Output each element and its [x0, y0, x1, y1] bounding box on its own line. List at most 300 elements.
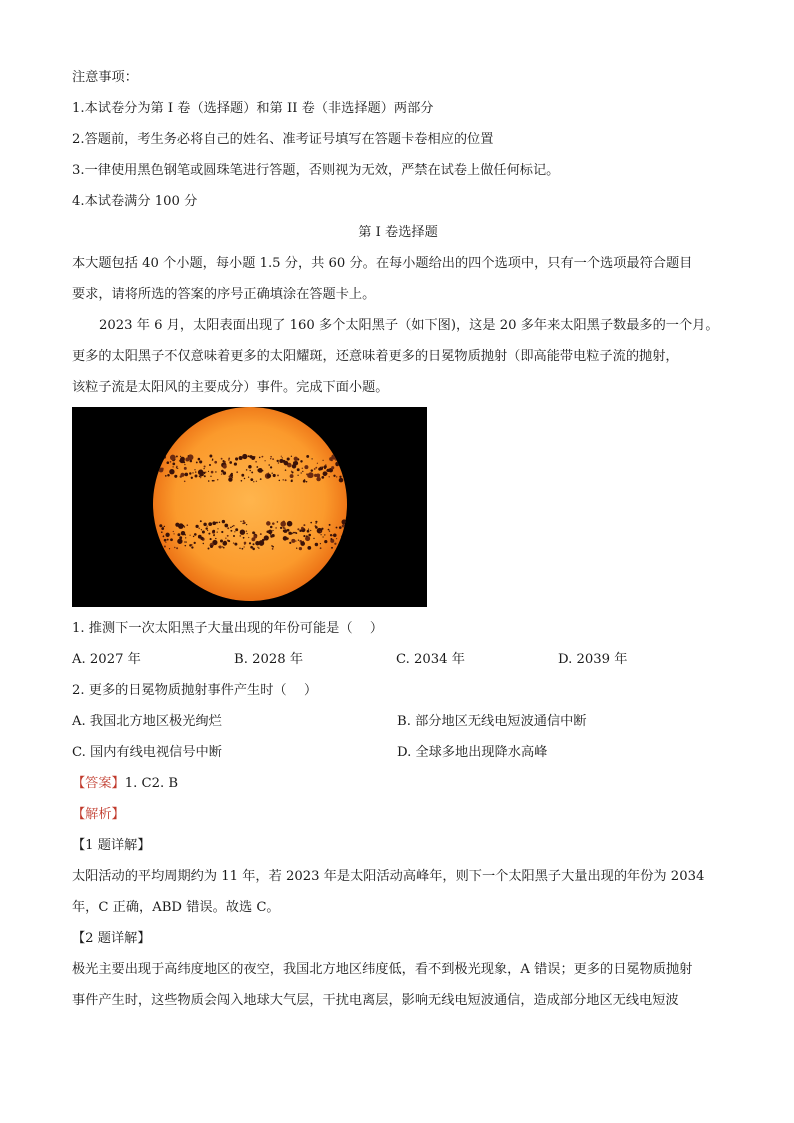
sunspot: [319, 469, 321, 471]
sunspot: [224, 524, 228, 528]
sunspot: [235, 528, 238, 531]
sunspot: [185, 473, 189, 477]
sunspot: [164, 539, 167, 542]
sunspot: [217, 479, 218, 480]
sunspot: [336, 476, 337, 477]
sunspot: [232, 526, 233, 527]
sunspot: [207, 526, 208, 527]
sunspot: [225, 538, 226, 539]
sunspot: [223, 464, 227, 468]
sunspot: [249, 542, 251, 544]
sunspot: [300, 460, 302, 462]
q1-options: [72, 644, 724, 675]
sunspot: [300, 541, 305, 546]
sunspot: [239, 548, 240, 549]
sunspot: [252, 548, 255, 551]
sunspot: [284, 461, 289, 466]
sunspot: [200, 520, 202, 522]
sunspot: [264, 460, 265, 461]
sunspot: [208, 471, 209, 472]
sunspot: [273, 474, 276, 477]
sunspot: [221, 531, 223, 533]
sunspot: [250, 478, 253, 481]
sunspot: [241, 480, 243, 482]
sunspot: [185, 537, 186, 538]
sunspot: [272, 530, 273, 531]
sunspot: [212, 530, 215, 533]
sunspot: [331, 547, 333, 549]
sunspot: [196, 461, 198, 463]
sunspot: [246, 530, 247, 531]
sunspot: [250, 470, 251, 471]
sunspot: [220, 539, 223, 542]
sunspot: [173, 531, 174, 532]
sunspot: [287, 529, 290, 532]
sunspot: [209, 455, 212, 458]
sunspot: [222, 460, 224, 462]
sunspot: [308, 534, 311, 537]
sunspot: [198, 535, 202, 539]
sunspot: [192, 472, 193, 473]
detail1-line-2: 年，C 正确，ABD 错误。故选 C。: [72, 900, 280, 915]
sunspot: [289, 542, 291, 544]
sunspot: [178, 523, 184, 529]
exam-page: [72, 62, 724, 1016]
sunspot: [215, 538, 216, 539]
sunspot: [280, 527, 282, 529]
sunspot: [307, 546, 311, 550]
sunspot: [320, 543, 321, 544]
sunspot: [202, 531, 205, 534]
sunspot: [306, 481, 307, 482]
sunspot: [190, 460, 193, 463]
sun-disk: [153, 407, 347, 601]
q1-option-c[interactable]: C. 2034 年: [396, 652, 465, 667]
sunspot: [177, 533, 180, 536]
sunspot: [161, 468, 163, 470]
sunspot: [191, 477, 193, 479]
sunspot: [169, 469, 174, 474]
sunspot: [172, 466, 173, 467]
sunspot: [308, 474, 309, 475]
sunspot: [297, 528, 299, 530]
sunspot: [315, 543, 318, 546]
sunspot: [219, 522, 221, 524]
sunspot: [203, 543, 204, 544]
sunspot: [179, 536, 182, 539]
sunspot: [252, 531, 255, 534]
sunspot: [170, 461, 172, 463]
sunspot: [321, 476, 324, 479]
q1-option-d[interactable]: D. 2039 年: [558, 652, 628, 667]
sunspot: [325, 464, 327, 466]
sunspot: [316, 523, 317, 524]
sunspot: [248, 455, 250, 457]
sunspot: [310, 530, 311, 531]
sunspot: [260, 478, 262, 480]
sunspot: [185, 545, 187, 547]
sunspot: [195, 475, 198, 478]
sunspot: [230, 530, 232, 532]
sunspot: [283, 527, 285, 529]
sunspot: [315, 526, 318, 529]
detail2-label: 【2 题详解】: [72, 931, 151, 946]
sunspot: [320, 534, 321, 535]
sunspot: [236, 471, 238, 473]
sunspot: [233, 542, 234, 543]
sunspot: [184, 467, 187, 470]
sunspot: [228, 459, 230, 461]
q2-option-c[interactable]: C. 国内有线电视信号中断: [72, 745, 222, 760]
sunspot: [250, 546, 253, 549]
answer-label: 【答案】: [72, 776, 125, 791]
sunspot: [271, 545, 273, 547]
sunspot: [228, 540, 230, 542]
sunspot: [257, 547, 258, 548]
sunspot: [281, 456, 282, 457]
sunspot: [254, 456, 256, 458]
sunspot: [242, 454, 247, 459]
sunspot: [229, 461, 232, 464]
sunspot: [184, 541, 185, 542]
sun-image: [72, 407, 427, 607]
sunspot: [302, 468, 303, 469]
sunspot: [255, 541, 260, 546]
sunspot: [201, 529, 202, 530]
sunspot: [299, 547, 302, 550]
sunspot: [336, 527, 338, 529]
sunspot: [172, 463, 175, 466]
sunspot: [203, 523, 206, 526]
sunspot: [277, 521, 279, 523]
sunspot: [311, 458, 312, 459]
sunspot: [207, 530, 208, 531]
sunspot: [256, 481, 257, 482]
sunspot: [291, 479, 292, 480]
sunspot: [239, 456, 243, 460]
sunspot: [191, 544, 193, 546]
sunspot: [314, 468, 316, 470]
sunspot: [248, 537, 249, 538]
detail2-line-1: 极光主要出现于高纬度地区的夜空，我国北方地区纬度低，看不到极光现象，A 错误；更多的日冕物质抛射: [72, 962, 693, 977]
sunspot: [177, 539, 182, 544]
notice-item-4: 4.本试卷满分 100 分: [72, 194, 198, 209]
sunspot: [268, 530, 273, 535]
sunspot: [212, 459, 213, 460]
sunspot: [201, 474, 204, 477]
sunspot: [272, 473, 273, 474]
sunspot: [230, 527, 232, 529]
sunspot: [302, 471, 303, 472]
sunspot: [243, 546, 244, 547]
sunspot: [159, 524, 162, 527]
sunspot: [234, 463, 237, 466]
sunspot: [161, 527, 164, 530]
sunspot: [209, 464, 211, 466]
sunspot: [165, 533, 169, 537]
sunspot: [277, 474, 279, 476]
sunspot: [204, 465, 206, 467]
sunspot: [194, 542, 196, 544]
sunspot: [303, 535, 305, 537]
sunspot: [228, 457, 230, 459]
sunspot-photo: [72, 407, 427, 607]
sunspot: [304, 465, 308, 469]
q1-stem: 1. 推测下一次太阳黑子大量出现的年份可能是（ ）: [72, 621, 384, 636]
sunspot: [215, 471, 216, 472]
sunspot: [284, 529, 288, 533]
sunspot: [306, 535, 308, 537]
sunspot: [278, 462, 279, 463]
sunspot: [323, 471, 328, 476]
sunspot: [287, 521, 293, 527]
analysis-label: 【解析】: [72, 807, 125, 822]
sunspot: [176, 466, 178, 468]
sunspot: [221, 473, 222, 474]
sunspot: [208, 480, 210, 482]
sunspot: [163, 536, 165, 538]
sunspot: [271, 534, 274, 537]
sunspot: [291, 456, 292, 457]
sunspot: [176, 467, 177, 468]
q2-option-a[interactable]: A. 我国北方地区极光绚烂: [72, 714, 222, 729]
sunspot: [333, 475, 335, 477]
sunspot: [255, 461, 257, 463]
sunspot: [279, 480, 281, 482]
passage-line-1: 2023 年 6 月，太阳表面出现了 160 多个太阳黑子（如下图)，这是 20 多年来太阳黑子数最多的一个月。: [99, 318, 719, 333]
sunspot: [329, 524, 331, 526]
sunspot: [189, 535, 190, 536]
sunspot: [287, 457, 290, 460]
sunspot: [174, 547, 175, 548]
sunspot: [336, 538, 337, 539]
sunspot: [213, 535, 215, 537]
sunspot: [258, 548, 259, 549]
sunspot: [324, 540, 327, 543]
sunspot: [298, 539, 299, 540]
q2-option-b[interactable]: B. 部分地区无线电短波通信中断: [397, 714, 587, 729]
sunspot: [208, 548, 210, 550]
sunspot: [275, 527, 277, 529]
sunspot: [317, 528, 323, 534]
sunspot: [308, 529, 309, 530]
q2-options-row-1: [72, 706, 724, 737]
sunspot: [282, 457, 283, 458]
sunspot: [164, 526, 165, 527]
sunspot: [240, 530, 245, 535]
notice-item-3: 3.一律使用黑色钢笔或圆珠笔进行答题，否则视为无效，严禁在试卷上做任何标记。: [72, 163, 560, 178]
sunspot: [216, 522, 218, 524]
sunspot: [183, 475, 184, 476]
sunspot: [240, 521, 241, 522]
sunspot: [185, 541, 186, 542]
sunspot: [313, 538, 314, 539]
sunspot: [239, 535, 241, 537]
sunspot: [321, 467, 322, 468]
notice-heading: 注意事项：: [72, 70, 138, 85]
sunspot: [305, 536, 310, 541]
sunspot: [324, 534, 325, 535]
sunspot: [210, 538, 212, 540]
q2-stem: 2. 更多的日冕物质抛射事件产生时（ ）: [72, 683, 318, 698]
sunspot: [333, 534, 337, 538]
sunspot: [248, 465, 252, 469]
sunspot: [169, 548, 170, 549]
passage-line-3: 该粒子流是太阳风的主要成分）事件。完成下面小题。: [72, 380, 389, 395]
sunspot: [304, 479, 306, 481]
sunspot: [339, 476, 341, 478]
sunspot: [212, 480, 214, 482]
sunspot: [218, 546, 220, 548]
sunspot: [181, 531, 185, 535]
sunspot: [233, 535, 235, 537]
sunspot: [249, 455, 252, 458]
sunspot: [260, 533, 262, 535]
sunspot: [200, 477, 201, 478]
sunspot: [198, 528, 199, 529]
sunspot: [270, 466, 272, 468]
sunspot: [334, 543, 336, 545]
sunspot: [235, 457, 238, 460]
sunspot: [234, 531, 235, 532]
sunspot: [161, 531, 163, 533]
sunspot: [272, 458, 274, 460]
sunspot: [241, 474, 244, 477]
sunspot: [268, 464, 270, 466]
sunspot: [251, 471, 253, 473]
sunspot: [165, 475, 167, 477]
sunspot: [194, 469, 195, 470]
sunspot: [246, 469, 248, 471]
sunspot: [330, 538, 332, 540]
sunspot: [167, 461, 170, 464]
sunspot: [167, 539, 169, 541]
passage-line-2: 更多的太阳黑子不仅意味着更多的太阳耀斑，还意味着更多的日冕物质抛射（即高能带电粒子流的抛射，: [72, 349, 679, 364]
sunspot: [229, 475, 231, 477]
sunspot: [322, 460, 323, 461]
q2-option-d[interactable]: D. 全球多地出现降水高峰: [397, 745, 548, 760]
sunspot: [320, 547, 322, 549]
sunspot: [259, 457, 261, 459]
sunspot: [328, 529, 330, 531]
sunspot: [297, 475, 298, 476]
sunspot: [221, 458, 223, 460]
sunspot: [329, 476, 330, 477]
sunspot: [283, 536, 288, 541]
sunspot: [291, 539, 295, 543]
sunspot: [295, 532, 297, 534]
sunspot: [193, 536, 195, 538]
sunspot: [170, 538, 173, 541]
q1-option-a[interactable]: A. 2027 年: [72, 652, 141, 667]
sunspot: [199, 475, 201, 477]
sunspot: [262, 456, 264, 458]
sunspot: [256, 466, 258, 468]
instructions-line-1: 本大题包括 40 个小题，每小题 1.5 分，共 60 分。在每小题给出的四个选项中，只有一个选项最符合题目: [72, 256, 693, 271]
sunspot: [217, 531, 218, 532]
sunspot: [282, 521, 285, 524]
sunspot: [243, 537, 245, 539]
sunspot: [184, 464, 185, 465]
sunspot: [223, 547, 225, 549]
answer-text: 1. C2. B: [124, 776, 179, 791]
sunspot: [246, 524, 247, 525]
sunspot: [198, 458, 201, 461]
sunspot: [323, 467, 324, 468]
sunspot: [191, 546, 193, 548]
sunspot: [228, 477, 232, 481]
sunspot: [322, 466, 323, 467]
sunspot: [242, 548, 244, 550]
sunspot: [211, 471, 214, 474]
sunspot: [174, 475, 177, 478]
sunspot: [184, 526, 186, 528]
sunspot: [293, 532, 295, 534]
sunspot: [210, 476, 211, 477]
sunspot: [258, 468, 263, 473]
sunspot: [285, 469, 287, 471]
sunspot: [317, 463, 318, 464]
sunspot: [270, 458, 271, 459]
sunspot: [227, 527, 229, 529]
sunspot: [329, 530, 330, 531]
section-title: 第 I 卷选择题: [358, 225, 438, 240]
detail1-label: 【1 题详解】: [72, 838, 151, 853]
sunspot: [195, 471, 196, 472]
sunspot: [185, 457, 189, 461]
sunspot: [191, 457, 193, 459]
notice-item-2: 2.答题前，考生务必将自己的姓名、准考证号填写在答题卡卷相应的位置: [72, 132, 494, 147]
sunspot: [203, 468, 204, 469]
sunspot: [314, 474, 317, 477]
sunspot: [272, 522, 275, 525]
sunspot: [310, 522, 312, 524]
notice-item-1: 1.本试卷分为第 I 卷（选择题）和第 II 卷（非选择题）两部分: [72, 101, 434, 116]
sunspot: [253, 481, 254, 482]
sunspot: [234, 543, 237, 546]
sunspot: [208, 522, 212, 526]
sunspot: [199, 460, 202, 463]
sunspot: [204, 475, 206, 477]
sunspot: [342, 525, 345, 528]
sunspot: [315, 521, 317, 523]
q1-option-b[interactable]: B. 2028 年: [234, 652, 304, 667]
sunspot: [297, 468, 300, 471]
sunspot: [315, 467, 317, 469]
sunspot: [307, 530, 310, 533]
instructions-line-2: 要求，请将所选的答案的序号正确填涂在答题卡上。: [72, 287, 376, 302]
sunspot: [277, 460, 279, 462]
sunspot: [187, 524, 189, 526]
q2-options-row-2: [72, 737, 724, 768]
sunspot: [339, 526, 342, 529]
sunspot: [167, 474, 170, 477]
sunspot: [205, 527, 207, 529]
sunspot: [267, 474, 271, 478]
sunspot: [322, 536, 323, 537]
sunspot: [301, 472, 302, 473]
sunspot: [212, 521, 216, 525]
sunspot: [293, 461, 297, 465]
sunspot: [221, 470, 224, 473]
sunspot: [180, 473, 184, 477]
sunspot: [243, 522, 245, 524]
sunspot: [251, 537, 255, 541]
sunspot: [311, 469, 313, 471]
sunspot: [316, 477, 320, 481]
sunspot: [194, 533, 197, 536]
sunspot: [189, 472, 191, 474]
